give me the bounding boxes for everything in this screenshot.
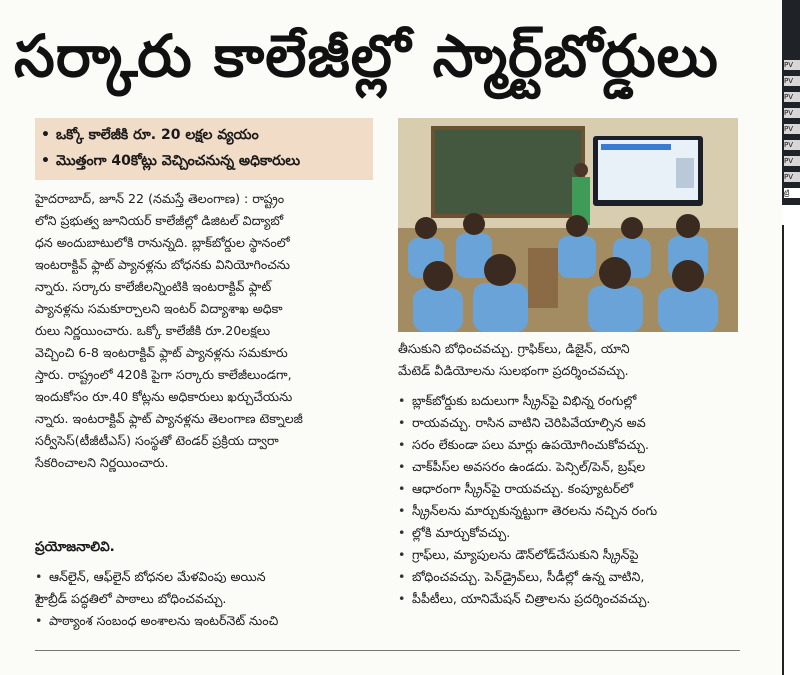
body-line: న్నారు. ఇంటరాక్టివ్ ఫ్లాట్ ప్యానళ్లను తెలంగాణ టెక్నాలజీ	[35, 411, 303, 426]
body-line: సర్వీసెస్(టీజీటీఎస్) సంస్థతో టెండర్ ప్రక్రియ ద్వారా	[35, 433, 279, 448]
strip-label: PV	[784, 140, 800, 150]
benefit-item-cont: • బోధించవచ్చు. పెన్‌డ్రైవ్‌లు, సీడీల్లో ఉన్న వాటిని,	[398, 566, 736, 588]
body-line: హైదరాబాద్, జూన్ 22 (నమస్తే తెలంగాణ) : రాష్ట్రం	[35, 191, 285, 206]
benefit-item: • పాఠ్యాంశ సంబంధ అంశాలను ఇంటర్‌నెట్ నుంచి	[35, 610, 373, 632]
strip-label: PV	[784, 92, 800, 102]
strip-label: PV	[784, 156, 800, 166]
body-line: ఇంటరాక్టివ్ ఫ్లాట్ ప్యానళ్లను బోధనకు వినియోగించను	[35, 257, 291, 272]
highlights-box	[35, 118, 373, 180]
benefit-item: • గ్రాఫ్‌లు, మ్యాపులను డౌన్‌లోడ్‌చేసుకుని స్క్రీన్‌పై	[398, 544, 736, 566]
benefit-item-cont: • ల్లోకి మార్చుకోవచ్చు.	[398, 522, 736, 544]
body-line: ప్యానళ్లను సమకూర్చాలని ఇంటర్ విద్యాశాఖ అధికా	[35, 301, 283, 316]
bullet-icon: •	[41, 153, 50, 169]
benefit-item-cont: • సరం లేకుండా పలు మార్లు ఉపయోగించుకోవచ్చు.	[398, 434, 736, 456]
body-line: వెచ్చించి 6-8 ఇంటరాక్టివ్ ఫ్లాట్ ప్యానళ్లను సమకూరు	[35, 345, 288, 360]
adjacent-column-frame	[782, 225, 800, 675]
body-line: సేకరించాలని నిర్ణయించారు.	[35, 455, 169, 470]
highlight-item	[41, 148, 367, 174]
body-line: ధన అందుబాటులోకి రానున్నది. బ్లాక్‌బోర్డుల స్థానంలో	[35, 235, 290, 250]
strip-label: PV	[784, 76, 800, 86]
strip-label: PV	[784, 108, 800, 118]
benefit-item: • బ్లాక్‌బోర్డుకు బదులుగా స్క్రీన్‌పై విభిన్న రంగుల్లో	[398, 390, 736, 412]
body-line: రులు నిర్ణయించారు. ఒక్కో కాలేజీకి రూ.20లక్షలు	[35, 323, 271, 338]
benefits-subhead: ప్రయోజనాలివి.	[35, 539, 115, 555]
body-line: న్నారు. సర్కారు కాలేజీలన్నింటికి ఇంటరాక్టివ్ ఫ్లాట్	[35, 279, 272, 294]
benefit-item-cont: • ఆధారంగా స్క్రీన్‌పై రాయవచ్చు. కంప్యూటర్‌లో	[398, 478, 736, 500]
highlight-text: మొత్తంగా 40కోట్లు వెచ్చించనున్న అధికారులు	[55, 153, 301, 169]
article-body-col1	[35, 188, 373, 474]
body-line: తీసుకుని బోధించవచ్చు. గ్రాఫిక్‌లు, డిజైన్, యాని	[398, 341, 630, 356]
benefit-item: • చాక్‌పీస్‌ల అవసరం ఉండదు. పెన్సిల్/పెన్, బ్రష్‌ల	[398, 456, 736, 478]
headline: సర్కారు కాలేజీల్లో స్మార్ట్‌బోర్డులు	[14, 22, 719, 90]
classroom-photo	[398, 118, 738, 332]
body-line: మేటెడ్ వీడియోలను సులభంగా ప్రదర్శించవచ్చు.	[398, 363, 629, 378]
benefits-list-col1	[35, 566, 373, 632]
body-line: స్తారు. రాష్ట్రంలో 420కి పైగా సర్కారు కాలేజీలుండగా,	[35, 367, 292, 382]
benefits-list-col2	[398, 390, 736, 610]
bottom-divider	[35, 650, 740, 651]
strip-label: ట్రి	[784, 188, 800, 198]
body-line: లోని ప్రభుత్వ జూనియర్ కాలేజీల్లో డిజిటల్ విద్యాబో	[35, 213, 284, 228]
highlight-text: ఒక్కో కాలేజీకి రూ. 20 లక్షల వ్యయం	[55, 127, 259, 143]
article-body-col2	[398, 338, 736, 382]
bullet-icon: •	[41, 127, 50, 143]
benefit-item-cont: • పీపీటీలు, యానిమేషన్ చిత్రాలను ప్రదర్శించవచ్చు.	[398, 588, 736, 610]
classroom-illustration	[398, 118, 738, 332]
highlight-item	[41, 122, 367, 148]
strip-label: PV	[784, 172, 800, 182]
benefit-item-cont: • స్క్రీన్‌లను మార్చుకున్నట్టుగా తెరలను నచ్చిన రంగు	[398, 500, 736, 522]
strip-label: PV	[784, 124, 800, 134]
benefit-item-cont: • రాయవచ్చు. రాసిన వాటిని చెరిపివేయాల్సిన అవ	[398, 412, 736, 434]
strip-label: PV	[784, 60, 800, 70]
benefit-item-cont: • హైబ్రీడ్ పద్ధతిలో పాఠాలు బోధించవచ్చు.	[35, 588, 373, 610]
benefit-item: • ఆన్‌లైన్, ఆఫ్‌లైన్ బోధనల మేళవింపు అయిన	[35, 566, 373, 588]
body-line: ఇందుకోసం రూ.40 కోట్లను అధికారులు ఖర్చుచేయను	[35, 389, 293, 404]
